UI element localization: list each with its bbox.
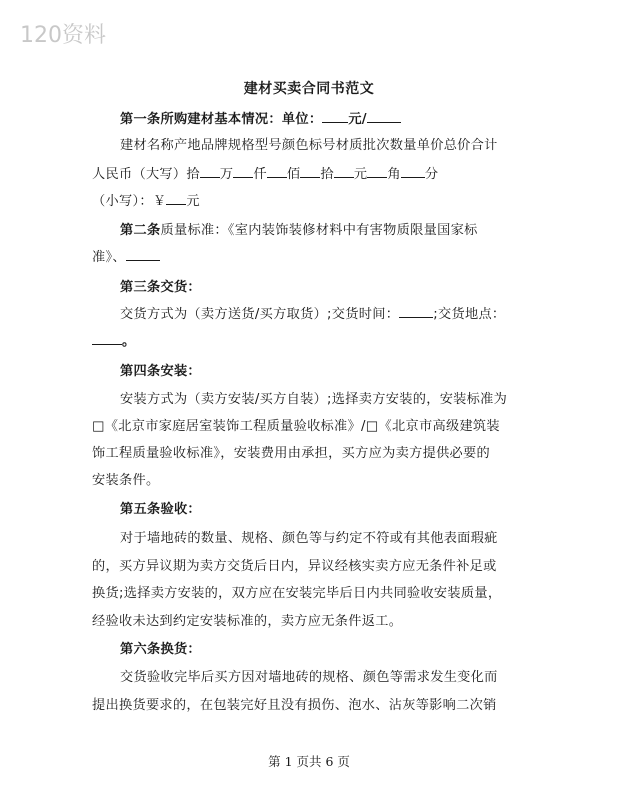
blank [200, 165, 220, 178]
article3-line2 [92, 330, 136, 349]
amount-small-prefix: （小写）：￥ [92, 194, 167, 209]
article1-line3 [92, 190, 200, 209]
blank [92, 332, 122, 345]
unit-fen: 分 [424, 167, 439, 182]
blank [126, 248, 160, 261]
blank [267, 165, 287, 178]
blank [233, 165, 253, 178]
article3-text1a: 交货方式为（卖方送货/买方取货）;交货时间： [120, 307, 400, 322]
blank [401, 165, 425, 178]
article1-line1: 建材名称产地品牌规格型号颜色标号材质批次数量单价总价合计 [120, 138, 498, 153]
article1-heading-line [120, 108, 401, 127]
unit-bai: 佰 [286, 167, 301, 182]
unit-jiao: 角 [387, 167, 401, 182]
article2-line1 [120, 219, 478, 238]
article1-heading: 第一条所购建材基本情况：单位： [120, 112, 323, 127]
article5-line3: 换货;选择卖方安装的，双方应在安装完毕后日内共同验收安装质量， [92, 586, 502, 601]
blank [322, 110, 348, 123]
article6-line1: 交货验收完毕后买方因对墙地砖的规格、颜色等需求发生变化而 [120, 670, 498, 685]
blank [367, 165, 387, 178]
article4-line3: 饰工程质量验收标准》，安装费用由承担，买方应为卖方提供必要的 [92, 446, 491, 461]
article4-line1: 安装方式为（卖方安装/买方自装）;选择卖方安装的，安装标准为 [120, 392, 508, 407]
blank [300, 165, 320, 178]
article3-line1 [120, 303, 505, 322]
blank [367, 110, 401, 123]
article6-heading: 第六条换货： [120, 642, 201, 657]
article1-line2 [92, 163, 438, 182]
article2-text2: 准》、 [92, 250, 126, 265]
article3-text1b: ;交货地点： [433, 307, 506, 322]
article2-text1: 质量标准：《室内装饰装修材料中有害物质限量国家标 [160, 223, 478, 238]
article2-line2 [92, 246, 160, 265]
amount-small-suffix: 元 [186, 194, 200, 209]
article3-heading: 第三条交货： [120, 280, 201, 295]
article5-heading: 第五条验收： [120, 502, 201, 517]
document-title: 建材买卖合同书范文 [243, 81, 375, 97]
unit-yuan: 元 [353, 167, 368, 182]
article4-line4: 安装条件。 [92, 473, 160, 488]
article4-heading: 第四条安装： [120, 364, 201, 379]
page-footer: 第 1 页共 6 页 [268, 754, 350, 769]
blank [399, 305, 433, 318]
unit-qian: 仟 [253, 167, 267, 182]
article2-heading: 第二条 [120, 223, 161, 238]
unit-shi: 拾 [320, 167, 334, 182]
watermark-logo: 120资料 [20, 23, 106, 48]
article6-line2: 提出换货要求的，在包装完好且没有损伤、泡水、沾灰等影响二次销 [92, 698, 497, 713]
article1-unit: 元/ [348, 112, 367, 127]
article5-line1: 对于墙地砖的数量、规格、颜色等与约定不符或有其他表面瑕疵 [120, 531, 498, 546]
blank [166, 192, 186, 205]
article3-text2: 。 [122, 334, 136, 349]
blank [334, 165, 354, 178]
article5-line4: 经验收未达到约定安装标准的，卖方应无条件返工。 [92, 614, 403, 629]
amount-prefix: 人民币（大写）拾 [92, 167, 200, 182]
unit-wan: 万 [219, 167, 234, 182]
article4-line2: □《北京市家庭居室装饰工程质量验收标准》/□《北京市高级建筑装 [92, 419, 500, 434]
article5-line2: 的，买方异议期为卖方交货后日内，异议经核实卖方应无条件补足或 [92, 559, 497, 574]
